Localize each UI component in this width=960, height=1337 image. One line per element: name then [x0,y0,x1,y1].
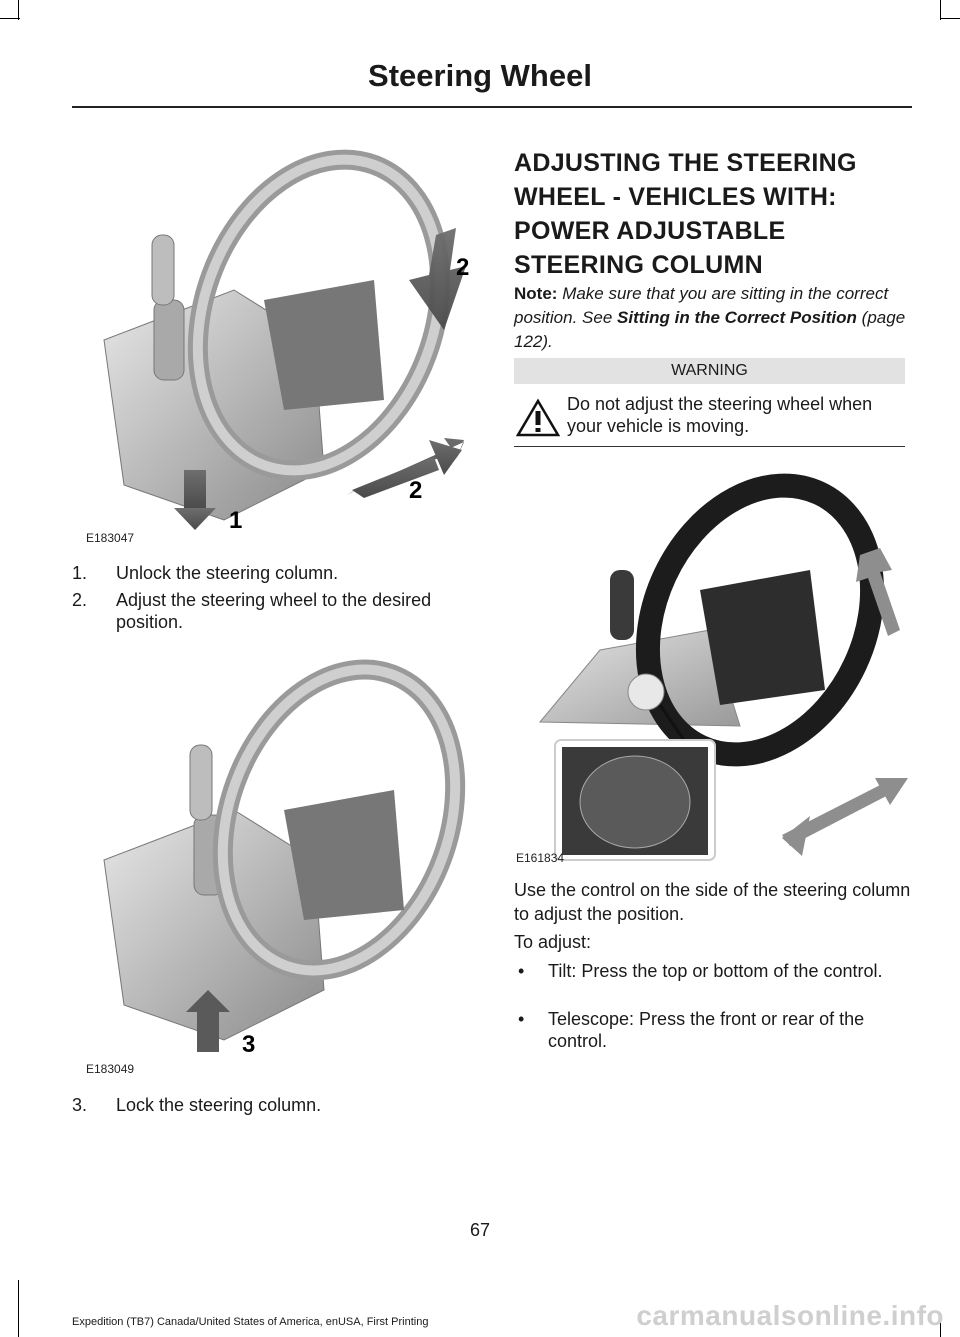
warning-title: WARNING [514,358,905,384]
figure-label: E183049 [86,1062,135,1076]
figure-label: E161834 [516,851,565,865]
note [514,282,910,354]
crop-mark [0,18,20,19]
footer-text: Expedition (TB7) Canada/United States of America, enUSA, First Printing [72,1316,429,1328]
to-adjust-label: To adjust: [514,932,592,952]
warning-icon [516,398,560,443]
bullet-tilt [514,960,914,1006]
bullet-text: Tilt: Press the top or bottom of the control. [548,961,883,981]
step-number: 2. [72,590,88,610]
step-2 [72,588,472,638]
bullet-text: Telescope: Press the front or rear of the control. [548,1009,865,1051]
figure-steering-lock [84,650,474,1060]
heading-line: POWER ADJUSTABLE [514,217,786,245]
body-paragraph: Use the control on the side of the steering column to adjust the position. [514,880,911,924]
heading-line: WHEEL - VEHICLES WITH: [514,183,837,211]
bullet-dot: • [518,961,525,981]
step-text: Lock the steering column. [116,1095,322,1115]
crop-mark [18,0,19,20]
note-label: Note: [514,284,558,303]
step-1 [72,561,472,587]
note-link[interactable]: Sitting in the Correct Position [617,308,857,327]
bullet-dot: • [518,1009,525,1029]
step-3 [72,1093,472,1119]
crop-mark [940,18,960,19]
step-text-line2: position. [116,612,184,632]
figure-steering-unlock [84,140,474,550]
section-heading [514,146,914,282]
figure-power-column [520,460,912,870]
crop-mark [18,1280,19,1337]
warning-divider [514,446,905,447]
note-text: Make sure that you are sitting in the correct position. See [514,284,889,327]
warning-text: Do not adjust the steering wheel when your vehicle is moving. [567,394,873,436]
callout-3: 3 [242,1031,256,1058]
page-number: 67 [469,1220,491,1240]
title-divider [72,106,912,108]
callout-2-top: 2 [456,254,470,281]
note-page-ref: (page 122). [514,308,906,351]
callout-2-bottom: 2 [409,477,423,504]
step-number: 1. [72,563,88,583]
step-text-line1: Adjust the steering wheel to the desired [116,590,432,610]
callout-1: 1 [229,507,243,534]
page-title: Steering Wheel [368,58,592,93]
watermark: carmanualsonline.info [636,1300,944,1331]
step-text: Unlock the steering column. [116,563,339,583]
bullet-telescope [514,1008,914,1054]
heading-line: ADJUSTING THE STEERING [514,149,857,177]
figure-label: E183047 [86,531,135,545]
heading-line: STEERING COLUMN [514,251,763,279]
crop-mark [940,0,941,20]
step-number: 3. [72,1095,88,1115]
